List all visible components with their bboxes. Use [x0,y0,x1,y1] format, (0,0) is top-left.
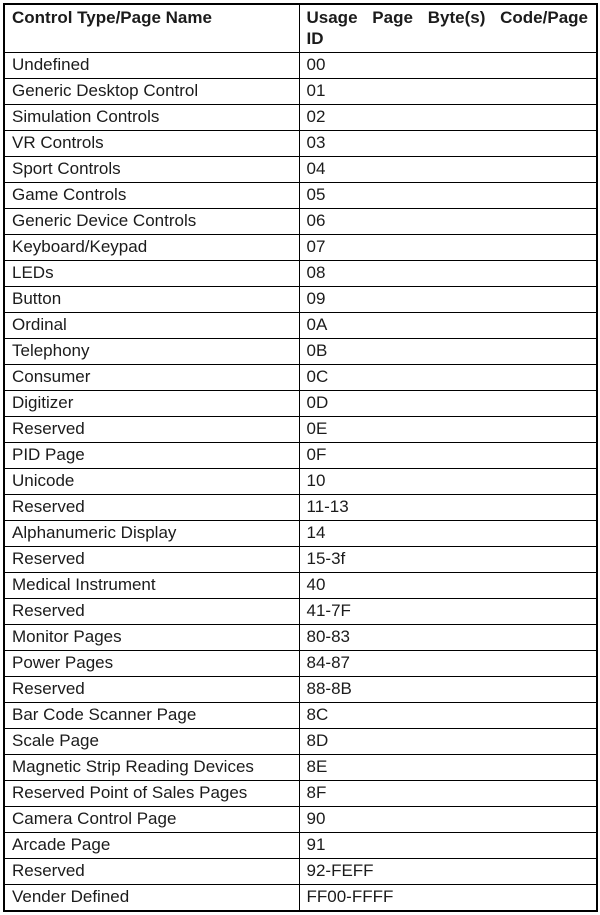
control-type-cell: Button [4,287,299,313]
usage-page-id-cell: 06 [299,209,597,235]
control-type-cell: Alphanumeric Display [4,521,299,547]
table-row [4,755,597,781]
usage-page-id-cell: FF00-FFFF [299,885,597,912]
control-type-cell: Bar Code Scanner Page [4,703,299,729]
table-row [4,287,597,313]
column-header-control-type-label: Control Type/Page Name [12,8,212,27]
table-row [4,729,597,755]
table-row [4,885,597,912]
table-row [4,495,597,521]
control-type-cell: PID Page [4,443,299,469]
control-type-cell: Sport Controls [4,157,299,183]
control-type-cell: Reserved [4,677,299,703]
control-type-cell: Reserved [4,417,299,443]
control-type-cell: Reserved [4,547,299,573]
control-type-cell: Medical Instrument [4,573,299,599]
control-type-cell: Undefined [4,53,299,79]
table-row [4,521,597,547]
usage-page-table [3,3,598,912]
control-type-cell: Ordinal [4,313,299,339]
usage-page-id-cell: 40 [299,573,597,599]
usage-page-id-cell: 0F [299,443,597,469]
column-header-usage-page-id-line2: ID [306,29,324,48]
usage-page-id-cell: 80-83 [299,625,597,651]
control-type-cell: Reserved [4,859,299,885]
column-header-usage-page-id-line1: Usage Page Byte(s) Code/Page [306,8,588,27]
table-row [4,235,597,261]
usage-page-id-cell: 8C [299,703,597,729]
table-row [4,105,597,131]
control-type-cell: VR Controls [4,131,299,157]
control-type-cell: Digitizer [4,391,299,417]
table-row [4,261,597,287]
control-type-cell: Reserved [4,495,299,521]
usage-page-id-cell: 11-13 [299,495,597,521]
table-row [4,833,597,859]
control-type-cell: Reserved Point of Sales Pages [4,781,299,807]
table-row [4,313,597,339]
usage-page-id-cell: 03 [299,131,597,157]
table-body [4,53,597,912]
control-type-cell: Scale Page [4,729,299,755]
table-row [4,157,597,183]
table-row [4,209,597,235]
usage-page-id-cell: 90 [299,807,597,833]
usage-page-id-cell: 05 [299,183,597,209]
table-row [4,183,597,209]
control-type-cell: Magnetic Strip Reading Devices [4,755,299,781]
usage-page-id-cell: 91 [299,833,597,859]
usage-page-id-cell: 10 [299,469,597,495]
usage-page-id-cell: 0B [299,339,597,365]
control-type-cell: Unicode [4,469,299,495]
table-row [4,53,597,79]
usage-page-id-cell: 92-FEFF [299,859,597,885]
control-type-cell: Generic Device Controls [4,209,299,235]
table-row [4,391,597,417]
table-row [4,599,597,625]
control-type-cell: Monitor Pages [4,625,299,651]
usage-page-id-cell: 04 [299,157,597,183]
table-row [4,339,597,365]
usage-page-id-cell: 0D [299,391,597,417]
control-type-cell: Reserved [4,599,299,625]
usage-page-id-cell: 01 [299,79,597,105]
usage-page-id-cell: 8D [299,729,597,755]
control-type-cell: Game Controls [4,183,299,209]
table-row [4,417,597,443]
control-type-cell: Generic Desktop Control [4,79,299,105]
table-row [4,443,597,469]
table-row [4,547,597,573]
usage-page-id-cell: 0C [299,365,597,391]
header-row [4,4,597,53]
table-row [4,703,597,729]
control-type-cell: Telephony [4,339,299,365]
table-row [4,651,597,677]
table-row [4,469,597,495]
table-row [4,79,597,105]
usage-page-id-cell: 84-87 [299,651,597,677]
control-type-cell: Arcade Page [4,833,299,859]
usage-page-id-cell: 09 [299,287,597,313]
control-type-cell: Vender Defined [4,885,299,912]
usage-page-id-cell: 15-3f [299,547,597,573]
usage-page-id-cell: 41-7F [299,599,597,625]
usage-page-id-cell: 8E [299,755,597,781]
usage-page-id-cell: 00 [299,53,597,79]
table-row [4,573,597,599]
usage-page-id-cell: 07 [299,235,597,261]
table-row [4,131,597,157]
table-row [4,781,597,807]
table-row [4,365,597,391]
table-header [4,4,597,53]
control-type-cell: Simulation Controls [4,105,299,131]
control-type-cell: LEDs [4,261,299,287]
control-type-cell: Consumer [4,365,299,391]
usage-page-id-cell: 0A [299,313,597,339]
control-type-cell: Power Pages [4,651,299,677]
usage-page-id-cell: 02 [299,105,597,131]
usage-page-id-cell: 8F [299,781,597,807]
column-header-control-type [4,4,299,53]
table-row [4,677,597,703]
control-type-cell: Keyboard/Keypad [4,235,299,261]
usage-page-id-cell: 0E [299,417,597,443]
table-row [4,625,597,651]
usage-page-id-cell: 14 [299,521,597,547]
usage-page-id-cell: 88-8B [299,677,597,703]
table-row [4,807,597,833]
control-type-cell: Camera Control Page [4,807,299,833]
table-row [4,859,597,885]
column-header-usage-page-id [299,4,597,53]
usage-page-id-cell: 08 [299,261,597,287]
